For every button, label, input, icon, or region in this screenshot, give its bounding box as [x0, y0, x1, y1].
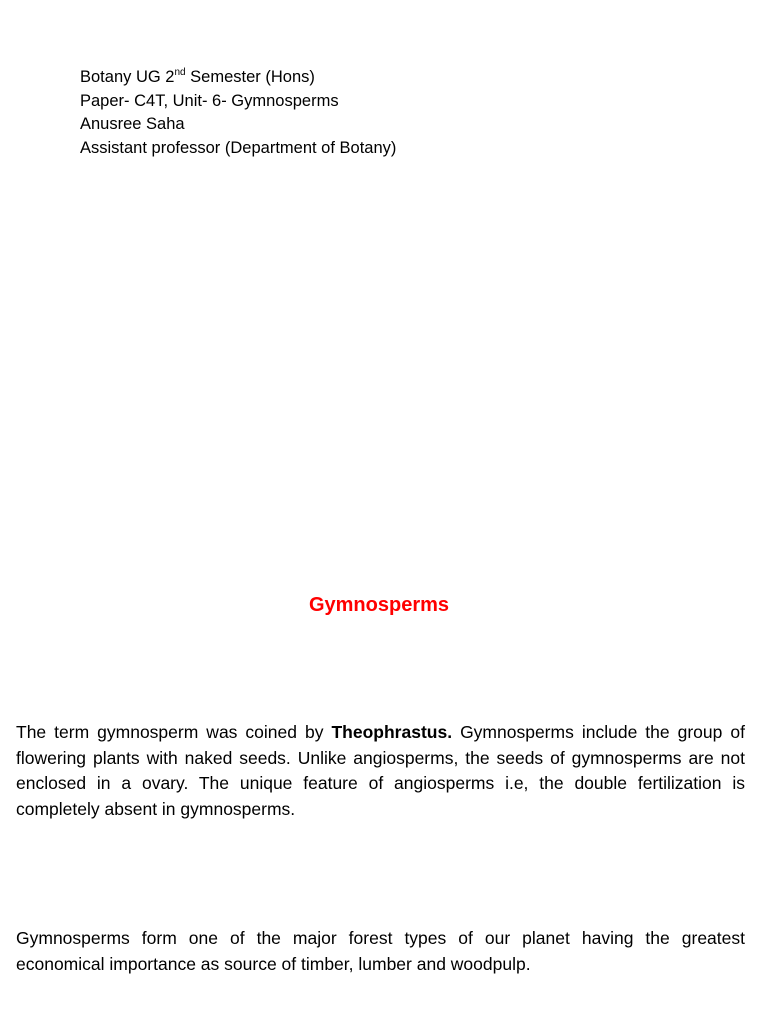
intro-paragraph-rest: Gymnosperms include the group of flowering plants with naked seeds. Unlike angiosperms, the seeds of gymnosperms are not enclosed in a ovary. The unique feature of angiosperms i.e, the double fertilization is completely absent in gymnosperms. [16, 722, 745, 820]
course-semester-text: Semester (Hons) [185, 68, 315, 86]
theophrastus-bold: Theophrastus. [331, 722, 453, 742]
document-header [80, 66, 396, 160]
intro-paragraph-start: The term gymnosperm was coined by [16, 722, 332, 742]
author-designation: Assistant professor (Department of Botany) [80, 138, 397, 157]
course-line [80, 66, 396, 90]
course-text: Botany UG 2 [80, 68, 175, 86]
course-ordinal-suffix: nd [174, 66, 186, 78]
author-name: Anusree Saha [80, 115, 185, 133]
forest-paragraph: Gymnosperms form one of the major forest types of our planet having the greatest economical importance as source of timber, lumber and woodpulp. [16, 928, 745, 974]
intro-paragraph [16, 720, 745, 823]
paper-line: Paper- C4T, Unit- 6- Gymnosperms [80, 91, 339, 110]
page-title: Gymnosperms [308, 594, 450, 616]
